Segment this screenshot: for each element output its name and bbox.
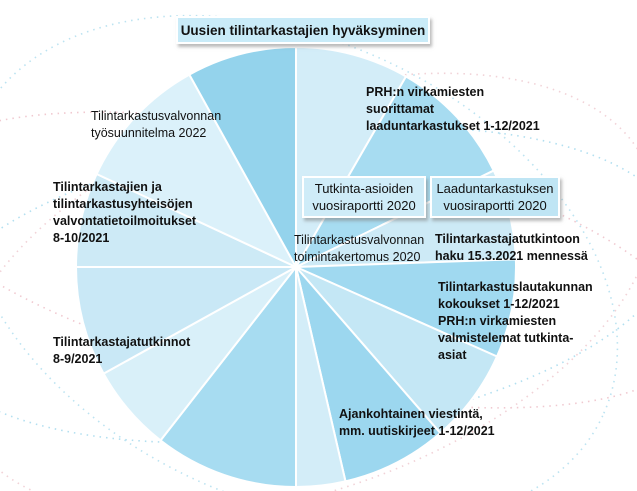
callout-laadun-label: Laaduntarkastuksen vuosiraportti 2020	[436, 181, 554, 213]
label-tilintarkastajatutkinnot: Tilintarkastajatutkinnot 8-9/2021	[53, 335, 191, 366]
title-box-label: Uusien tilintarkastajien hyväksyminen	[180, 22, 426, 38]
label-ajankohtainen-viestinta: Ajankohtainen viestintä, mm. uutiskirjeet 1-12/2021	[339, 407, 495, 438]
title-box	[176, 16, 430, 44]
label-tyosuunnitelma: Tilintarkastusvalvonnan työsuunnitelma 2022	[91, 109, 222, 140]
label-valvontatietoilmoitukset: Tilintarkastajien ja tilintarkastusyhteisöjen valvontatietoilmoitukset 8-10/2021	[53, 180, 197, 245]
label-lautakunta-kokoukset: Tilintarkastuslautakunnan kokoukset 1-12/2021 PRH:n virkamiesten valmistelemat tutkinta- asiat	[438, 280, 593, 362]
label-tutkintoon-haku: Tilintarkastajatutkintoon haku 15.3.2021 mennessä	[435, 232, 588, 263]
callout-laaduntarkastuksen-vuosiraportti	[430, 176, 560, 218]
label-toimintakertomus: Tilintarkastusvalvonnan toimintakertomus 2020	[294, 233, 425, 264]
callout-tutkinta-label: Tutkinta-asioiden vuosiraportti 2020	[312, 181, 416, 213]
callout-tutkinta-asioiden-vuosiraportti	[302, 176, 426, 218]
label-prh-laaduntarkastukset: PRH:n virkamiesten suorittamat laaduntarkastukset 1-12/2021	[366, 85, 540, 133]
